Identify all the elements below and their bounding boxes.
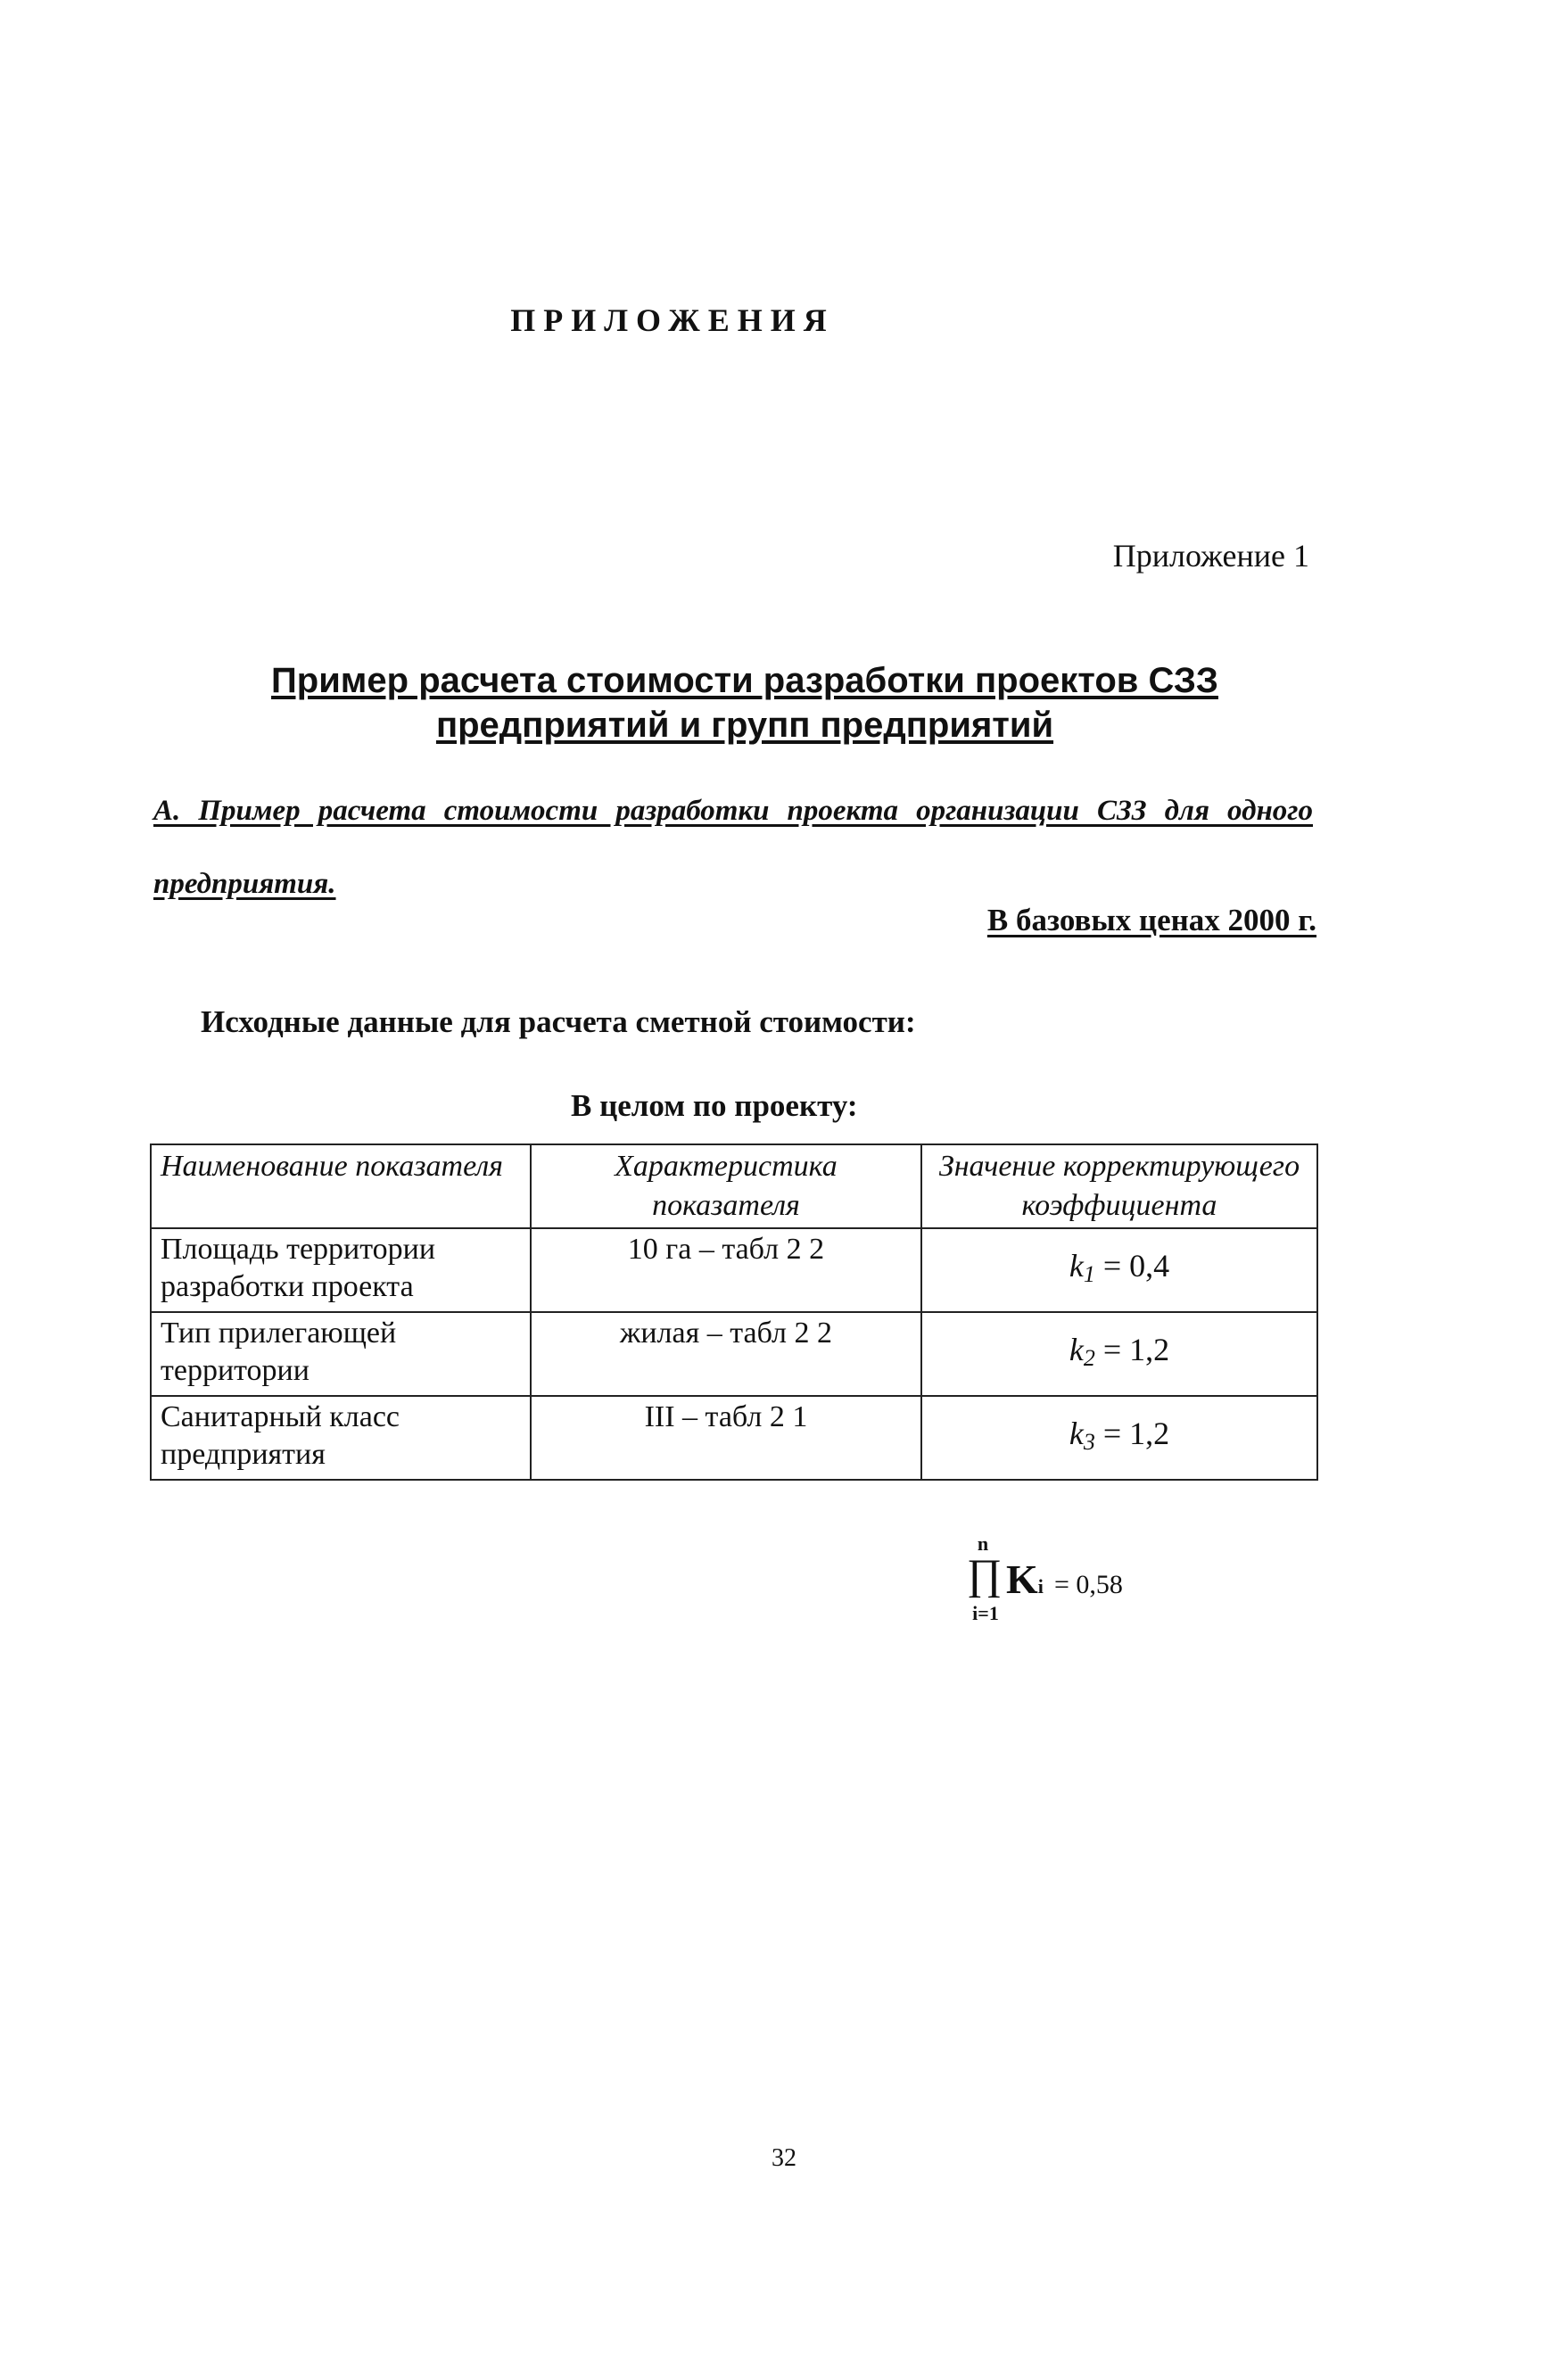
product-formula bbox=[965, 1532, 1179, 1631]
coefficient-index: 2 bbox=[1083, 1345, 1095, 1371]
coefficients-table bbox=[150, 1143, 1318, 1481]
coefficient-symbol: k bbox=[1069, 1248, 1084, 1284]
product-upper-limit: n bbox=[977, 1532, 989, 1555]
appendix-label: Приложение 1 bbox=[1112, 538, 1309, 574]
project-total-label: В целом по проекту: bbox=[571, 1088, 858, 1123]
indicator-characteristic-cell: III – табл 2 1 bbox=[531, 1396, 921, 1480]
indicator-characteristic-cell: 10 га – табл 2 2 bbox=[531, 1228, 921, 1312]
example-subheading: А. Пример расчета стоимости разработки проекта организации СЗЗ для одного предприятия. bbox=[153, 795, 1313, 900]
table-row bbox=[151, 1312, 1317, 1396]
indicator-characteristic-cell: жилая – табл 2 2 bbox=[531, 1312, 921, 1396]
table-header-row bbox=[151, 1144, 1317, 1228]
product-lower-limit: i=1 bbox=[972, 1602, 999, 1624]
table-row bbox=[151, 1396, 1317, 1480]
product-factor-index: i bbox=[1037, 1575, 1044, 1598]
indicator-name-cell: Санитарный класс предприятия bbox=[151, 1396, 531, 1480]
indicator-name-cell: Площадь территории разработки проекта bbox=[151, 1228, 531, 1312]
product-factor-symbol: K bbox=[1006, 1556, 1038, 1602]
source-data-label: Исходные данные для расчета сметной стоимости: bbox=[201, 1004, 916, 1039]
coefficient-index: 1 bbox=[1083, 1261, 1095, 1287]
coefficient-value: = 0,4 bbox=[1102, 1248, 1170, 1284]
coefficient-value-cell bbox=[921, 1396, 1317, 1480]
header-indicator-name: Наименование показателя bbox=[151, 1144, 531, 1228]
coefficient-index: 3 bbox=[1083, 1429, 1095, 1455]
product-operator: ∏ bbox=[967, 1551, 1003, 1598]
indicator-name-cell: Тип прилегающей территории bbox=[151, 1312, 531, 1396]
coefficient-value: = 1,2 bbox=[1102, 1332, 1170, 1367]
section-title: ПРИЛОЖЕНИЯ bbox=[510, 302, 835, 338]
product-result: = 0,58 bbox=[1054, 1570, 1123, 1599]
coefficient-value-cell bbox=[921, 1228, 1317, 1312]
coefficient-symbol: k bbox=[1069, 1332, 1084, 1367]
coefficient-symbol: k bbox=[1069, 1416, 1084, 1451]
table-row bbox=[151, 1228, 1317, 1312]
coefficient-value-cell bbox=[921, 1312, 1317, 1396]
price-base-note: В базовых ценах 2000 г. bbox=[986, 903, 1316, 937]
coefficient-value: = 1,2 bbox=[1102, 1416, 1170, 1451]
product-factor bbox=[1006, 1556, 1044, 1603]
header-indicator-characteristic: Характеристика показателя bbox=[531, 1144, 921, 1228]
header-coefficient-value: Значение корректирующего коэффициента bbox=[921, 1144, 1317, 1228]
document-heading: Пример расчета стоимости разработки проектов СЗЗ предприятий и групп предприятий bbox=[271, 661, 1218, 745]
page-number: 32 bbox=[772, 2144, 796, 2172]
